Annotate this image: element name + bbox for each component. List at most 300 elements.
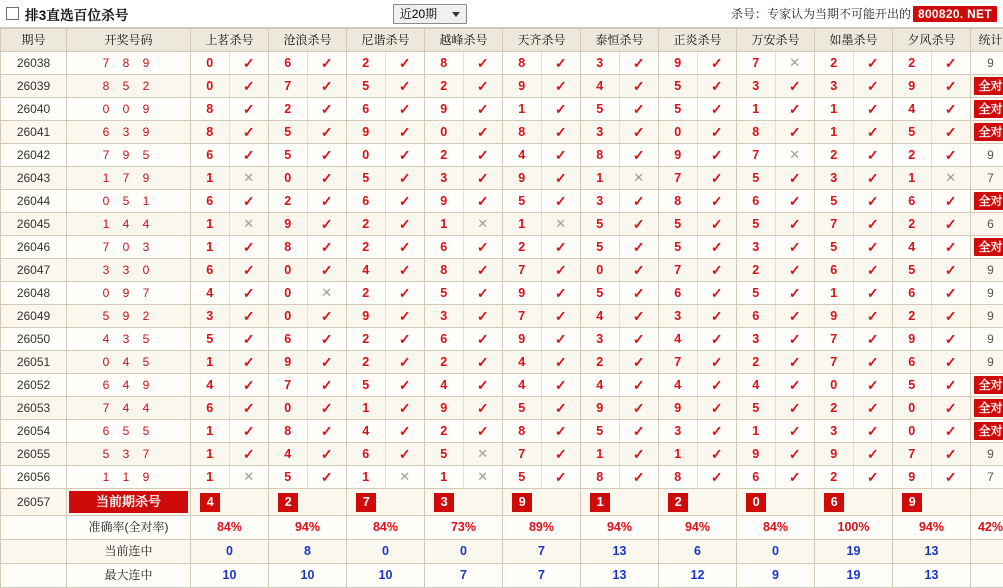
status-badge: 全对 (974, 77, 1003, 95)
cell-expert-kill-10 (893, 213, 971, 236)
check-icon: ✓ (932, 397, 971, 419)
status-badge: 全对 (974, 376, 1003, 394)
cell-expert-kill-5 (503, 282, 581, 305)
kill-number: 2 (425, 144, 464, 166)
column-header-expert-9[interactable]: 如墨杀号 (815, 29, 893, 52)
cell-issue[interactable]: 26044 (1, 190, 67, 213)
summary-value-expert-3: 0 (347, 540, 425, 564)
check-icon: ✓ (776, 121, 815, 143)
check-icon: ✓ (776, 75, 815, 97)
cell-issue[interactable]: 26048 (1, 282, 67, 305)
kill-number: 4 (347, 420, 386, 442)
cell-expert-kill-7 (659, 351, 737, 374)
kill-number: 5 (893, 374, 932, 396)
kill-number: 2 (347, 351, 386, 373)
cell-expert-kill-1 (191, 305, 269, 328)
cell-issue[interactable]: 26055 (1, 443, 67, 466)
cell-expert-kill-10 (893, 282, 971, 305)
cell-expert-kill-1 (191, 374, 269, 397)
check-icon: ✓ (230, 305, 269, 327)
check-icon: ✓ (542, 420, 581, 442)
check-icon: ✓ (932, 374, 971, 396)
column-header-expert-7[interactable]: 正炎杀号 (659, 29, 737, 52)
check-icon: ✓ (932, 305, 971, 327)
check-icon: ✓ (932, 75, 971, 97)
kill-number: 5 (425, 443, 464, 465)
cell-expert-kill-4 (425, 420, 503, 443)
kill-number: 4 (425, 374, 464, 396)
kill-number: 1 (737, 98, 776, 120)
kill-number: 3 (425, 305, 464, 327)
kill-number: 5 (581, 236, 620, 258)
cell-expert-kill-7 (659, 213, 737, 236)
kill-number: 3 (659, 420, 698, 442)
column-header-expert-6[interactable]: 泰恒杀号 (581, 29, 659, 52)
summary-label: 最大连中 (67, 564, 191, 588)
kill-number: 2 (425, 75, 464, 97)
check-icon: ✓ (620, 190, 659, 212)
summary-value-expert-10: 13 (893, 540, 971, 564)
check-icon: ✓ (464, 282, 503, 304)
kill-number: 5 (659, 75, 698, 97)
kill-number: 5 (503, 397, 542, 419)
kill-number: 2 (269, 190, 308, 212)
cell-draw-numbers: 0 4 5 (67, 351, 191, 374)
period-selector-container (393, 4, 467, 24)
table-row (1, 236, 1003, 259)
cell-issue[interactable]: 26056 (1, 466, 67, 489)
cell-issue[interactable]: 26042 (1, 144, 67, 167)
cell-draw-numbers: 7 8 9 (67, 52, 191, 75)
cell-expert-kill-9 (815, 98, 893, 121)
kill-number: 2 (347, 236, 386, 258)
cell-expert-kill-7 (659, 190, 737, 213)
check-icon: ✓ (854, 282, 893, 304)
kill-number: 5 (659, 98, 698, 120)
current-kill-expert-6 (581, 489, 659, 516)
table-row (1, 282, 1003, 305)
cell-stat (971, 397, 1003, 420)
cell-expert-kill-4 (425, 305, 503, 328)
cell-issue[interactable]: 26040 (1, 98, 67, 121)
cell-expert-kill-9 (815, 52, 893, 75)
cell-draw-numbers: 0 9 7 (67, 282, 191, 305)
column-header-expert-3[interactable]: 尼谐杀号 (347, 29, 425, 52)
table-row (1, 167, 1003, 190)
kill-number: 7 (815, 328, 854, 350)
check-icon: ✓ (698, 75, 737, 97)
current-kill-number: 0 (737, 489, 776, 515)
summary-value-expert-2: 94% (269, 516, 347, 540)
check-icon: ✓ (854, 121, 893, 143)
check-icon: ✓ (698, 328, 737, 350)
check-icon: ✓ (542, 121, 581, 143)
kill-number: 6 (737, 305, 776, 327)
cell-expert-kill-2 (269, 75, 347, 98)
cell-expert-kill-5 (503, 98, 581, 121)
cell-expert-kill-1 (191, 466, 269, 489)
kill-number: 4 (659, 374, 698, 396)
cell-expert-kill-8 (737, 374, 815, 397)
check-icon: ✓ (308, 443, 347, 465)
cell-stat: 9 (971, 282, 1003, 305)
cell-expert-kill-2 (269, 466, 347, 489)
cell-expert-kill-1 (191, 236, 269, 259)
column-header-expert-2[interactable]: 沧浪杀号 (269, 29, 347, 52)
check-icon: ✓ (230, 98, 269, 120)
check-icon: ✓ (386, 443, 425, 465)
cell-expert-kill-8 (737, 351, 815, 374)
check-icon: ✓ (542, 75, 581, 97)
cell-expert-kill-6 (581, 144, 659, 167)
current-kill-expert-10 (893, 489, 971, 516)
cell-stat: 9 (971, 305, 1003, 328)
cell-expert-kill-2 (269, 259, 347, 282)
cell-expert-kill-9 (815, 75, 893, 98)
summary-value-expert-10: 94% (893, 516, 971, 540)
check-icon: ✓ (464, 190, 503, 212)
summary-value-expert-1: 84% (191, 516, 269, 540)
kill-number: 5 (737, 167, 776, 189)
kill-number: 0 (269, 259, 308, 281)
kill-number: 3 (737, 328, 776, 350)
cell-expert-kill-3 (347, 144, 425, 167)
kill-number: 6 (737, 466, 776, 488)
cell-stat: 6 (971, 213, 1003, 236)
cell-stat (971, 374, 1003, 397)
summary-row-2 (1, 540, 1003, 564)
check-icon: ✓ (308, 98, 347, 120)
current-kill-expert-5 (503, 489, 581, 516)
kill-number: 1 (581, 167, 620, 189)
cell-expert-kill-5 (503, 213, 581, 236)
cell-expert-kill-4 (425, 144, 503, 167)
cell-issue[interactable]: 26043 (1, 167, 67, 190)
check-icon: ✓ (308, 144, 347, 166)
check-icon: ✓ (620, 443, 659, 465)
kill-number: 7 (815, 213, 854, 235)
cell-expert-kill-10 (893, 374, 971, 397)
page-title: 排3直选百位杀号 (25, 4, 129, 24)
cell-expert-kill-7 (659, 397, 737, 420)
cell-expert-kill-3 (347, 397, 425, 420)
check-icon: ✓ (932, 190, 971, 212)
cell-expert-kill-4 (425, 190, 503, 213)
cell-expert-kill-1 (191, 190, 269, 213)
check-icon: ✓ (464, 305, 503, 327)
check-icon: ✓ (776, 374, 815, 396)
cell-stat: 9 (971, 351, 1003, 374)
cell-expert-kill-4 (425, 328, 503, 351)
kill-number: 6 (191, 190, 230, 212)
check-icon: ✓ (464, 351, 503, 373)
kill-number: 8 (425, 259, 464, 281)
period-select[interactable] (393, 4, 467, 24)
cell-expert-kill-2 (269, 374, 347, 397)
check-icon: ✓ (932, 144, 971, 166)
cell-stat: 9 (971, 52, 1003, 75)
select-all-checkbox[interactable] (6, 7, 19, 20)
cell-issue[interactable]: 26039 (1, 75, 67, 98)
cell-expert-kill-9 (815, 144, 893, 167)
check-icon: ✓ (776, 420, 815, 442)
kill-number: 3 (581, 52, 620, 74)
kill-number: 7 (659, 259, 698, 281)
check-icon: ✓ (776, 282, 815, 304)
cell-expert-kill-3 (347, 420, 425, 443)
column-header-stat[interactable]: 统计 (971, 29, 1003, 52)
table-row (1, 259, 1003, 282)
summary-value-expert-5: 89% (503, 516, 581, 540)
cell-issue[interactable]: 26049 (1, 305, 67, 328)
cell-issue[interactable]: 26045 (1, 213, 67, 236)
check-icon: ✓ (698, 259, 737, 281)
period-select-wrapper (393, 4, 467, 24)
cell-expert-kill-10 (893, 236, 971, 259)
check-icon: ✓ (542, 305, 581, 327)
column-header-expert-10[interactable]: 夕风杀号 (893, 29, 971, 52)
cell-expert-kill-2 (269, 443, 347, 466)
kill-number: 0 (269, 305, 308, 327)
cross-icon: ✕ (464, 466, 503, 488)
cell-expert-kill-1 (191, 328, 269, 351)
check-icon: ✓ (854, 466, 893, 488)
check-icon: ✓ (698, 236, 737, 258)
cell-expert-kill-5 (503, 52, 581, 75)
kill-number: 2 (893, 213, 932, 235)
cell-expert-kill-6 (581, 351, 659, 374)
cell-expert-kill-8 (737, 190, 815, 213)
kill-number: 5 (737, 282, 776, 304)
cell-expert-kill-7 (659, 52, 737, 75)
check-icon: ✓ (932, 213, 971, 235)
check-icon: ✓ (386, 351, 425, 373)
kill-number: 8 (581, 466, 620, 488)
check-icon: ✓ (776, 213, 815, 235)
kill-number: 4 (893, 98, 932, 120)
kill-number: 7 (659, 351, 698, 373)
table-row (1, 351, 1003, 374)
check-icon: ✓ (230, 420, 269, 442)
current-kill-expert-1 (191, 489, 269, 516)
kill-number: 6 (191, 144, 230, 166)
check-icon: ✓ (386, 190, 425, 212)
cell-issue[interactable]: 26054 (1, 420, 67, 443)
cell-expert-kill-6 (581, 328, 659, 351)
kill-number: 5 (581, 282, 620, 304)
kill-number: 5 (893, 259, 932, 281)
cell-expert-kill-10 (893, 351, 971, 374)
kill-number: 7 (737, 144, 776, 166)
check-icon: ✓ (698, 443, 737, 465)
check-icon: ✓ (698, 144, 737, 166)
cell-issue[interactable]: 26047 (1, 259, 67, 282)
kill-number: 3 (737, 236, 776, 258)
cell-stat: 7 (971, 167, 1003, 190)
kill-number: 2 (893, 52, 932, 74)
cell-expert-kill-5 (503, 420, 581, 443)
kill-number: 8 (269, 420, 308, 442)
cell-expert-kill-3 (347, 305, 425, 328)
kill-number: 9 (659, 52, 698, 74)
check-icon: ✓ (854, 420, 893, 442)
check-icon: ✓ (386, 397, 425, 419)
check-icon: ✓ (854, 259, 893, 281)
cell-expert-kill-8 (737, 144, 815, 167)
current-kill-expert-2 (269, 489, 347, 516)
cell-draw-numbers: 6 3 9 (67, 121, 191, 144)
kill-number: 0 (269, 282, 308, 304)
kill-number: 8 (581, 144, 620, 166)
kill-number: 9 (425, 98, 464, 120)
current-kill-number: 3 (425, 489, 464, 515)
column-header-expert-4[interactable]: 越峰杀号 (425, 29, 503, 52)
cell-issue[interactable]: 26041 (1, 121, 67, 144)
current-period-label-cell (67, 489, 191, 516)
kill-number: 5 (269, 121, 308, 143)
cell-expert-kill-10 (893, 466, 971, 489)
cell-issue[interactable]: 26053 (1, 397, 67, 420)
cell-expert-kill-7 (659, 167, 737, 190)
check-icon: ✓ (932, 259, 971, 281)
check-icon: ✓ (698, 374, 737, 396)
cell-expert-kill-9 (815, 328, 893, 351)
cross-icon: ✕ (620, 167, 659, 189)
column-header-expert-8[interactable]: 万安杀号 (737, 29, 815, 52)
cell-expert-kill-6 (581, 236, 659, 259)
current-period-row (1, 489, 1003, 516)
cell-expert-kill-3 (347, 351, 425, 374)
check-icon: ✓ (308, 351, 347, 373)
cell-expert-kill-9 (815, 167, 893, 190)
column-header-expert-1[interactable]: 上茗杀号 (191, 29, 269, 52)
kill-number: 6 (893, 190, 932, 212)
check-icon: ✓ (776, 443, 815, 465)
cell-expert-kill-5 (503, 328, 581, 351)
cross-icon: ✕ (230, 213, 269, 235)
kill-number: 9 (347, 305, 386, 327)
table-row (1, 397, 1003, 420)
current-kill-number: 4 (191, 489, 230, 515)
summary-label: 当前连中 (67, 540, 191, 564)
kill-number: 1 (191, 236, 230, 258)
kill-number: 5 (503, 466, 542, 488)
check-icon: ✓ (776, 351, 815, 373)
kill-number: 2 (815, 466, 854, 488)
cell-expert-kill-7 (659, 328, 737, 351)
column-header-numbers[interactable]: 开奖号码 (67, 29, 191, 52)
cell-expert-kill-8 (737, 259, 815, 282)
kill-number: 0 (269, 397, 308, 419)
table-row (1, 305, 1003, 328)
cell-stat (971, 236, 1003, 259)
cell-expert-kill-10 (893, 420, 971, 443)
check-icon: ✓ (854, 443, 893, 465)
current-kill-number: 6 (815, 489, 854, 515)
kill-number: 5 (737, 213, 776, 235)
check-icon: ✓ (854, 213, 893, 235)
cell-issue[interactable]: 26051 (1, 351, 67, 374)
check-icon: ✓ (464, 98, 503, 120)
status-badge: 全对 (974, 238, 1003, 256)
cell-expert-kill-5 (503, 236, 581, 259)
cell-expert-kill-4 (425, 75, 503, 98)
kill-number: 9 (581, 397, 620, 419)
status-badge: 全对 (974, 192, 1003, 210)
kill-number: 4 (893, 236, 932, 258)
kill-number: 6 (347, 98, 386, 120)
table-row (1, 75, 1003, 98)
check-icon: ✓ (854, 167, 893, 189)
kill-number: 6 (893, 282, 932, 304)
cell-expert-kill-6 (581, 190, 659, 213)
kill-number: 4 (191, 374, 230, 396)
cell-expert-kill-2 (269, 167, 347, 190)
cell-expert-kill-9 (815, 420, 893, 443)
cell-issue[interactable]: 26052 (1, 374, 67, 397)
kill-number: 1 (425, 466, 464, 488)
check-icon: ✓ (308, 190, 347, 212)
table-row (1, 374, 1003, 397)
check-icon: ✓ (542, 236, 581, 258)
kill-number: 9 (815, 443, 854, 465)
check-icon: ✓ (698, 466, 737, 488)
cell-expert-kill-1 (191, 75, 269, 98)
summary-value-expert-8: 84% (737, 516, 815, 540)
check-icon: ✓ (776, 466, 815, 488)
cell-expert-kill-10 (893, 259, 971, 282)
cell-expert-kill-9 (815, 374, 893, 397)
cell-expert-kill-9 (815, 213, 893, 236)
table-head (1, 29, 1003, 52)
kill-number: 1 (815, 121, 854, 143)
kill-number: 1 (347, 466, 386, 488)
check-icon: ✓ (620, 213, 659, 235)
kill-number: 7 (269, 374, 308, 396)
column-header-issue[interactable]: 期号 (1, 29, 67, 52)
cell-expert-kill-8 (737, 121, 815, 144)
check-icon: ✓ (308, 420, 347, 442)
check-icon: ✓ (464, 167, 503, 189)
cell-issue[interactable]: 26050 (1, 328, 67, 351)
kill-number: 5 (269, 466, 308, 488)
cell-expert-kill-2 (269, 98, 347, 121)
cell-issue[interactable]: 26046 (1, 236, 67, 259)
kill-number: 5 (659, 213, 698, 235)
current-period-label: 当前期杀号 (69, 491, 188, 513)
kill-number: 3 (581, 328, 620, 350)
toolbar-right (731, 5, 997, 22)
kill-number: 1 (893, 167, 932, 189)
cell-stat: 9 (971, 328, 1003, 351)
kill-number: 1 (503, 98, 542, 120)
current-issue: 26057 (1, 489, 67, 516)
summary-spacer (1, 516, 67, 540)
status-badge: 全对 (974, 399, 1003, 417)
check-icon: ✓ (776, 259, 815, 281)
cell-issue[interactable]: 26038 (1, 52, 67, 75)
check-icon: ✓ (698, 167, 737, 189)
column-header-expert-5[interactable]: 天齐杀号 (503, 29, 581, 52)
kill-number: 9 (425, 397, 464, 419)
cell-expert-kill-10 (893, 52, 971, 75)
check-icon: ✓ (932, 443, 971, 465)
cell-expert-kill-8 (737, 397, 815, 420)
check-icon: ✓ (386, 121, 425, 143)
cell-expert-kill-6 (581, 167, 659, 190)
kill-number: 7 (659, 167, 698, 189)
summary-value-expert-7: 12 (659, 564, 737, 588)
